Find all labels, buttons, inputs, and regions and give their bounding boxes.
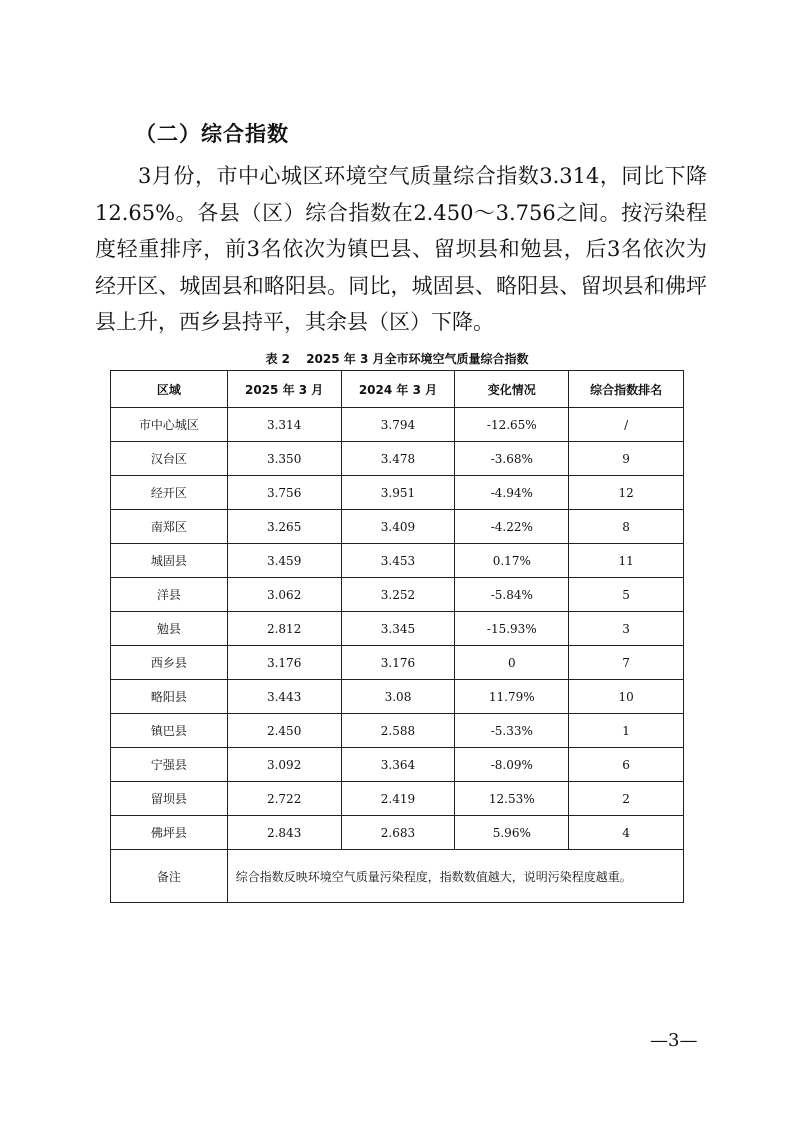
cell-rank: 3 (569, 612, 684, 646)
cell-2025: 2.450 (227, 714, 341, 748)
cell-change: -5.84% (455, 578, 569, 612)
cell-2024: 3.08 (341, 680, 455, 714)
remark-text: 综合指数反映环境空气质量污染程度，指数数值越大，说明污染程度越重。 (227, 850, 683, 903)
cell-2025: 3.459 (227, 544, 341, 578)
cell-rank: 1 (569, 714, 684, 748)
page-number: —3— (650, 1030, 698, 1051)
cell-change: -8.09% (455, 748, 569, 782)
header-change: 变化情况 (455, 371, 569, 408)
section-heading: （二）综合指数 (135, 122, 289, 146)
header-2025: 2025 年 3 月 (227, 371, 341, 408)
table-row (111, 510, 684, 544)
cell-2024: 3.794 (341, 408, 455, 442)
cell-region: 市中心城区 (111, 408, 228, 442)
table-header-row (111, 371, 684, 408)
table-row (111, 714, 684, 748)
cell-rank: 5 (569, 578, 684, 612)
cell-2024: 3.252 (341, 578, 455, 612)
cell-2024: 3.409 (341, 510, 455, 544)
cell-rank: 11 (569, 544, 684, 578)
table-caption: 表 2 2025 年 3 月全市环境空气质量综合指数 (265, 352, 529, 366)
composite-index-table (110, 370, 684, 903)
table-row (111, 578, 684, 612)
cell-region: 镇巴县 (111, 714, 228, 748)
table-row (111, 442, 684, 476)
table-row (111, 408, 684, 442)
cell-change: -15.93% (455, 612, 569, 646)
cell-change: 5.96% (455, 816, 569, 850)
cell-2025: 3.062 (227, 578, 341, 612)
cell-2025: 3.314 (227, 408, 341, 442)
cell-region: 城固县 (111, 544, 228, 578)
cell-region: 略阳县 (111, 680, 228, 714)
cell-2025: 3.350 (227, 442, 341, 476)
cell-2024: 3.478 (341, 442, 455, 476)
cell-2024: 2.419 (341, 782, 455, 816)
cell-2024: 2.683 (341, 816, 455, 850)
body-paragraph (95, 158, 707, 341)
cell-2025: 3.176 (227, 646, 341, 680)
cell-change: -4.22% (455, 510, 569, 544)
table-row (111, 680, 684, 714)
cell-2024: 3.345 (341, 612, 455, 646)
paragraph-text: 3月份，市中心城区环境空气质量综合指数3.314，同比下降12.65%。各县（区）综合指数在2.450～3.756之间。按污染程度轻重排序，前3名依次为镇巴县、留坝县和勉县，后3名依次为经开区、城固县和略阳县。同比，城固县、略阳县、留坝县和佛坪县上升，西乡县持平，其余县（区）下降。 (95, 164, 707, 334)
cell-change: 11.79% (455, 680, 569, 714)
table-body (111, 408, 684, 850)
cell-rank: 12 (569, 476, 684, 510)
table-row (111, 782, 684, 816)
cell-region: 经开区 (111, 476, 228, 510)
cell-change: -12.65% (455, 408, 569, 442)
cell-2025: 2.722 (227, 782, 341, 816)
cell-2024: 2.588 (341, 714, 455, 748)
cell-region: 勉县 (111, 612, 228, 646)
cell-rank: 2 (569, 782, 684, 816)
header-2024: 2024 年 3 月 (341, 371, 455, 408)
cell-region: 洋县 (111, 578, 228, 612)
cell-change: -3.68% (455, 442, 569, 476)
table-row (111, 646, 684, 680)
table-row (111, 612, 684, 646)
cell-rank: 10 (569, 680, 684, 714)
cell-rank: 7 (569, 646, 684, 680)
cell-region: 西乡县 (111, 646, 228, 680)
remark-row (111, 850, 684, 903)
cell-rank: 6 (569, 748, 684, 782)
table-row (111, 816, 684, 850)
cell-rank: 8 (569, 510, 684, 544)
cell-region: 佛坪县 (111, 816, 228, 850)
cell-2024: 3.364 (341, 748, 455, 782)
cell-2025: 2.812 (227, 612, 341, 646)
cell-2025: 2.843 (227, 816, 341, 850)
cell-region: 汉台区 (111, 442, 228, 476)
cell-2025: 3.443 (227, 680, 341, 714)
header-rank: 综合指数排名 (569, 371, 684, 408)
cell-region: 留坝县 (111, 782, 228, 816)
cell-2024: 3.176 (341, 646, 455, 680)
table-row (111, 748, 684, 782)
cell-change: 12.53% (455, 782, 569, 816)
cell-region: 宁强县 (111, 748, 228, 782)
cell-change: -4.94% (455, 476, 569, 510)
cell-2025: 3.092 (227, 748, 341, 782)
cell-2025: 3.756 (227, 476, 341, 510)
header-region: 区域 (111, 371, 228, 408)
cell-2025: 3.265 (227, 510, 341, 544)
cell-change: 0 (455, 646, 569, 680)
remark-label: 备注 (111, 850, 228, 903)
cell-change: 0.17% (455, 544, 569, 578)
cell-rank: / (569, 408, 684, 442)
cell-2024: 3.951 (341, 476, 455, 510)
cell-2024: 3.453 (341, 544, 455, 578)
table-row (111, 476, 684, 510)
cell-rank: 4 (569, 816, 684, 850)
table-row (111, 544, 684, 578)
cell-change: -5.33% (455, 714, 569, 748)
cell-region: 南郑区 (111, 510, 228, 544)
cell-rank: 9 (569, 442, 684, 476)
